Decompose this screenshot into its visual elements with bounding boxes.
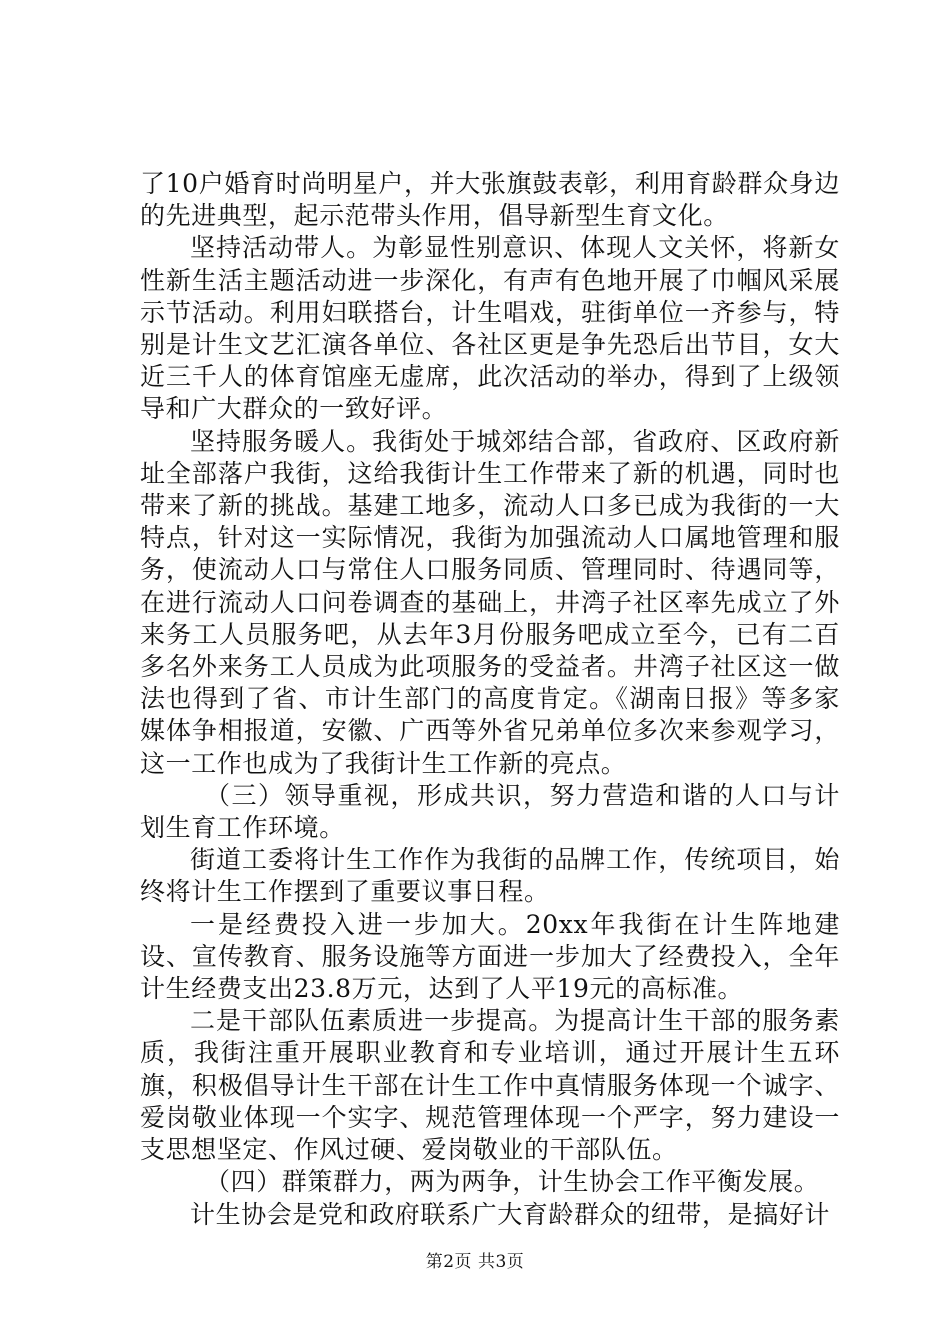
paragraph-4: 街道工委将计生工作作为我街的品牌工作，传统项目，始终将计生工作摆到了重要议事日程。 bbox=[140, 845, 840, 907]
paragraph-2: 坚持活动带人。为彰显性别意识、体现人文关怀，将新女性新生活主题活动进一步深化，有声有色地开展了巾帼风采展示节活动。利用妇联搭台，计生唱戏，驻街单位一齐参与，特别是计生文艺汇演各单位、各社区更是争先恐后出节目，女大近三千人的体育馆座无虚席，此次活动的举办，得到了上级领导和广大群众的一致好评。 bbox=[140, 233, 840, 424]
paragraph-1: 了10户婚育时尚明星户，并大张旗鼓表彰，利用育龄群众身边的先进典型，起示范带头作用，倡导新型生育文化。 bbox=[140, 169, 840, 231]
paragraph-7: 计生协会是党和政府联系广大育龄群众的纽带，是搞好计 bbox=[190, 1199, 831, 1229]
paragraph-5: 一是经费投入进一步加大。20xx年我街在计生阵地建设、宣传教育、服务设施等方面进一步加大了经费投入，全年计生经费支出23.8万元，达到了人平19元的高标准。 bbox=[140, 909, 840, 1004]
paragraph-6: 二是干部队伍素质进一步提高。为提高计生干部的服务素质，我街注重开展职业教育和专业培训，通过开展计生五环旗，积极倡导计生干部在计生工作中真情服务体现一个诚字、爱岗敬业体现一个实字、规范管理体现一个严字，努力建设一支思想坚定、作风过硬、爱岗敬业的干部队伍。 bbox=[140, 1006, 840, 1165]
section-heading-4: （四）群策群力，两为两争，计生协会工作平衡发展。 bbox=[205, 1167, 820, 1197]
document-body bbox=[140, 168, 840, 1231]
section-heading-3: （三）领导重视，形成共识，努力营造和谐的人口与计划生育工作环境。 bbox=[140, 780, 840, 843]
page-number: 第2页 共3页 bbox=[425, 1252, 525, 1272]
paragraph-3: 坚持服务暖人。我街处于城郊结合部，省政府、区政府新址全部落户我街，这给我街计生工作带来了新的机遇，同时也带来了新的挑战。基建工地多，流动人口多已成为我街的一大特点，针对这一实际情况，我街为加强流动人口属地管理和服务，使流动人口与常住人口服务同质、管理同时、待遇同等，在进行流动人口问卷调查的基础上，井湾子社区率先成立了外来务工人员服务吧，从去年3月份服务吧成立至今，已有二百多名外来务工人员成为此项服务的受益者。井湾子社区这一做法也得到了省、市计生部门的高度肯定。《湖南日报》等多家媒体争相报道，安徽、广西等外省兄弟单位多次来参观学习，这一工作也成为了我街计生工作新的亮点。 bbox=[140, 426, 840, 778]
